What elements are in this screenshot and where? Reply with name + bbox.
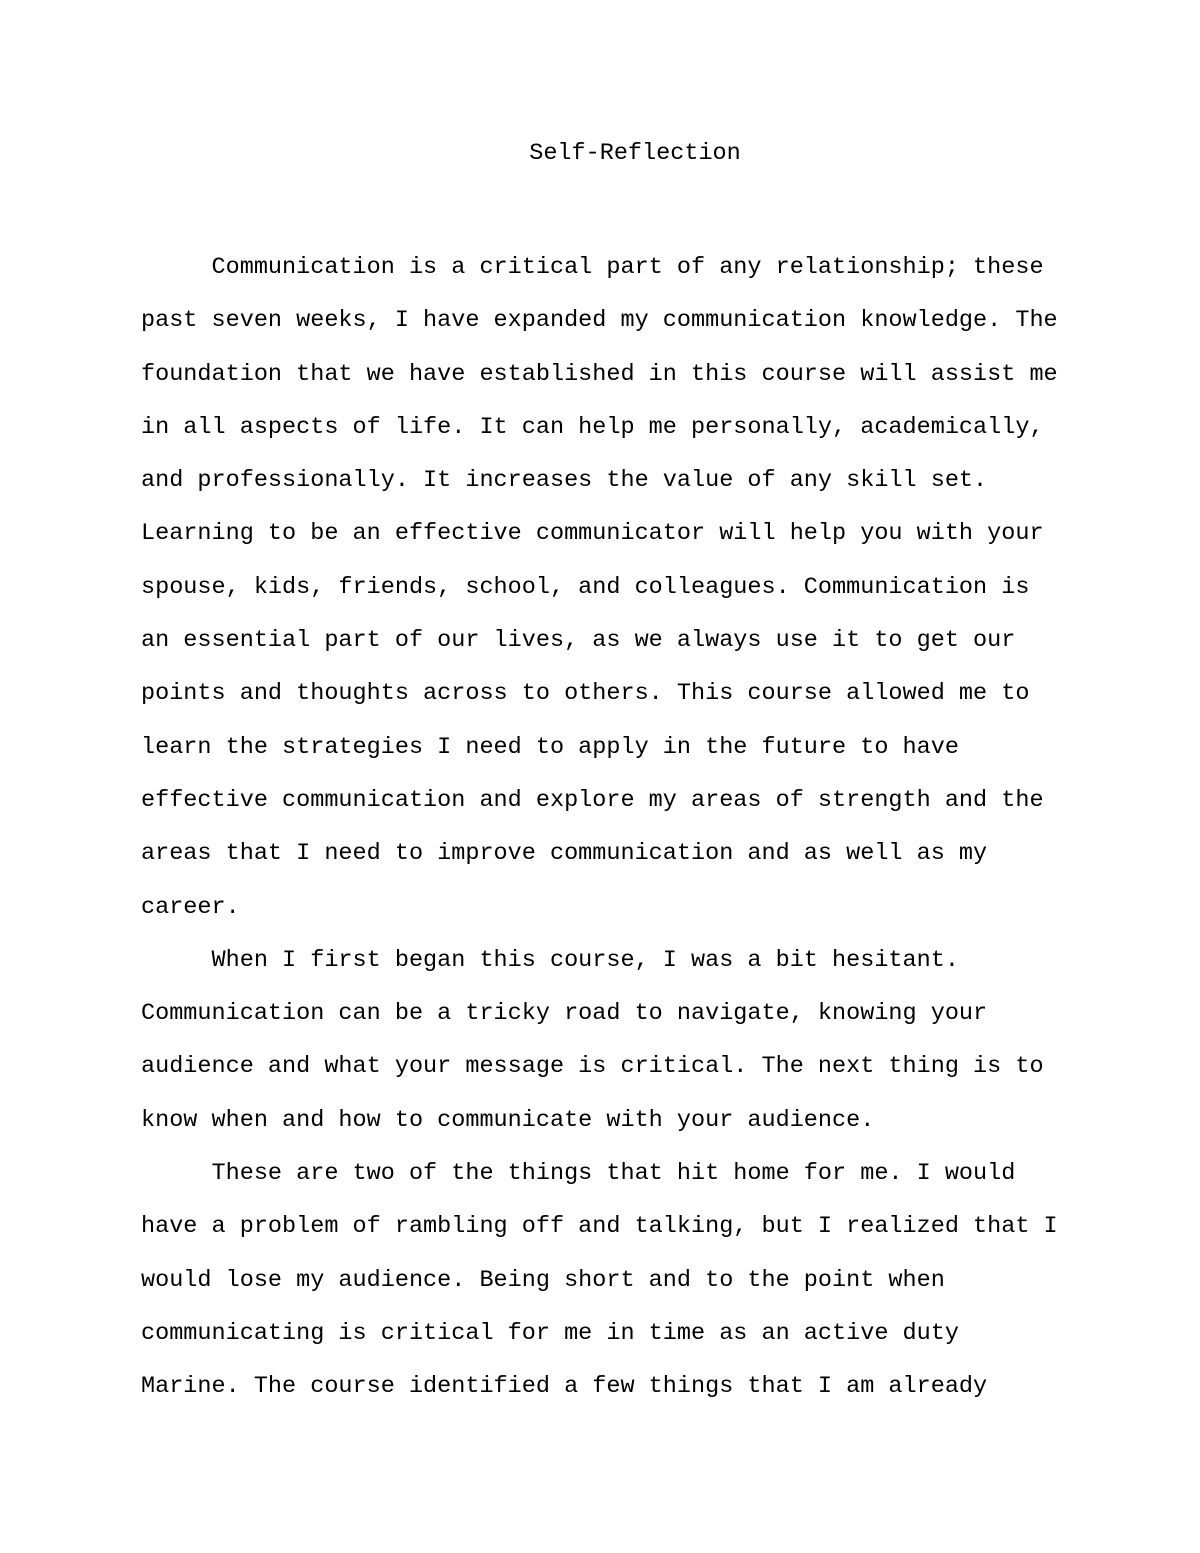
text-line: Communication can be a tricky road to navigate, knowing your xyxy=(141,1000,988,1028)
text-line: an essential part of our lives, as we always use it to get our xyxy=(141,627,1016,655)
text-line: effective communication and explore my areas of strength and the xyxy=(141,786,1044,814)
text-line: in all aspects of life. It can help me personally, academically, xyxy=(141,413,1044,441)
text-line: areas that I need to improve communication and as well as my xyxy=(141,840,988,868)
text-line: spouse, kids, friends, school, and colleagues. Communication is xyxy=(141,573,1030,601)
document-body xyxy=(141,241,1141,1414)
text-line: career. xyxy=(141,893,240,921)
text-line: points and thoughts across to others. This course allowed me to xyxy=(141,680,1030,708)
text-line: Learning to be an effective communicator will help you with your xyxy=(141,520,1044,548)
text-line: and professionally. It increases the value of any skill set. xyxy=(141,467,988,495)
text-line: audience and what your message is critical. The next thing is to xyxy=(141,1053,1044,1081)
document-title: Self-Reflection xyxy=(529,140,741,167)
text-line: know when and how to communicate with your audience. xyxy=(141,1106,875,1134)
text-line: learn the strategies I need to apply in the future to have xyxy=(141,733,959,761)
text-line: Communication is a critical part of any relationship; these xyxy=(141,254,1044,281)
text-line: have a problem of rambling off and talking, but I realized that I xyxy=(141,1213,1058,1241)
text-line: past seven weeks, I have expanded my communication knowledge. The xyxy=(141,307,1058,335)
text-line: communicating is critical for me in time as an active duty xyxy=(141,1319,959,1347)
text-line: foundation that we have established in this course will assist me xyxy=(141,360,1058,388)
text-line: would lose my audience. Being short and to the point when xyxy=(141,1266,945,1294)
text-line: These are two of the things that hit home for me. I would xyxy=(141,1160,1016,1188)
text-line: When I first began this course, I was a bit hesitant. xyxy=(141,946,959,974)
text-line: Marine. The course identified a few things that I am already xyxy=(141,1373,988,1401)
